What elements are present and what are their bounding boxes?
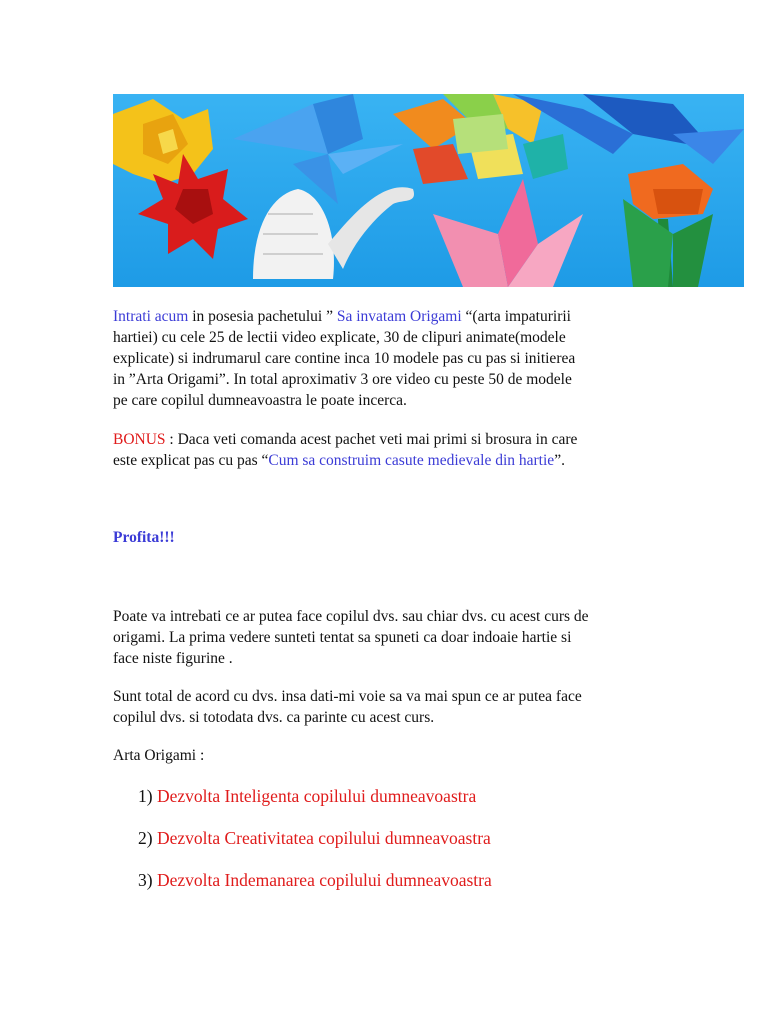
- benefit-text: Dezvolta Creativitatea copilului dumneavoastra: [156, 828, 491, 848]
- intro-line-3: explicate) si indrumarul care contine inca 10 modele pas cu pas si initierea: [113, 350, 576, 367]
- bonus-text-1: : Daca veti comanda acest pachet veti mai primi si brosura in care: [165, 431, 578, 448]
- arta-origami-label: Arta Origami :: [113, 747, 205, 764]
- bonus-text-3: ”.: [554, 452, 565, 469]
- benefit-item-2: [138, 827, 491, 849]
- benefit-number: 3): [138, 870, 157, 890]
- question-line-2: origami. La prima vedere sunteti tentat sa spuneti ca doar indoaie hartie si: [113, 629, 572, 646]
- bonus-paragraph: [113, 429, 673, 471]
- benefit-number: 2): [138, 828, 157, 848]
- bonus-text-2: este explicat pas cu pas “: [113, 452, 269, 469]
- question-line-1: Poate va intrebati ce ar putea face copilul dvs. sau chiar dvs. cu acest curs de: [113, 608, 589, 625]
- benefit-item-3: [138, 869, 492, 891]
- intro-line-5: pe care copilul dumneavoastra le poate incerca.: [113, 392, 407, 409]
- intro-text-1: in posesia pachetului ”: [188, 308, 337, 325]
- intro-line-1: [113, 306, 673, 327]
- bonus-label: BONUS: [113, 431, 166, 448]
- sa-invatam-origami-link[interactable]: Sa invatam Origami: [336, 308, 462, 325]
- agree-line-1: Sunt total de acord cu dvs. insa dati-mi voie sa va mai spun ce ar putea face: [113, 688, 582, 705]
- question-paragraph: [113, 606, 673, 669]
- casute-medievale-link[interactable]: Cum sa construim casute medievale din hartie: [268, 452, 555, 469]
- intro-line-2: hartiei) cu cele 25 de lectii video explicate, 30 de clipuri animate(modele: [113, 329, 566, 346]
- agree-line-2: copilul dvs. si totodata dvs. ca parinte cu acest curs.: [113, 709, 435, 726]
- orange-origami-tulip: [623, 164, 713, 287]
- profita-link[interactable]: Profita!!!: [113, 529, 175, 546]
- benefit-text: Dezvolta Indemanarea copilului dumneavoastra: [156, 870, 492, 890]
- intro-text-2: “(arta impaturirii: [461, 308, 571, 325]
- benefit-text: Dezvolta Inteligenta copilului dumneavoastra: [156, 786, 477, 806]
- intro-paragraph: [113, 306, 673, 411]
- origami-illustration: [113, 94, 744, 287]
- bonus-line-1: [113, 429, 673, 450]
- origami-banner-image: [113, 94, 744, 287]
- question-line-3: face niste figurine .: [113, 650, 233, 667]
- agree-paragraph: [113, 686, 673, 728]
- intro-line-4: in ”Arta Origami”. In total aproximativ 3 ore video cu peste 50 de modele: [113, 371, 572, 388]
- benefit-number: 1): [138, 786, 157, 806]
- intrati-acum-link[interactable]: Intrati acum: [113, 308, 189, 325]
- bonus-line-2: [113, 450, 673, 471]
- benefit-item-1: [138, 785, 476, 807]
